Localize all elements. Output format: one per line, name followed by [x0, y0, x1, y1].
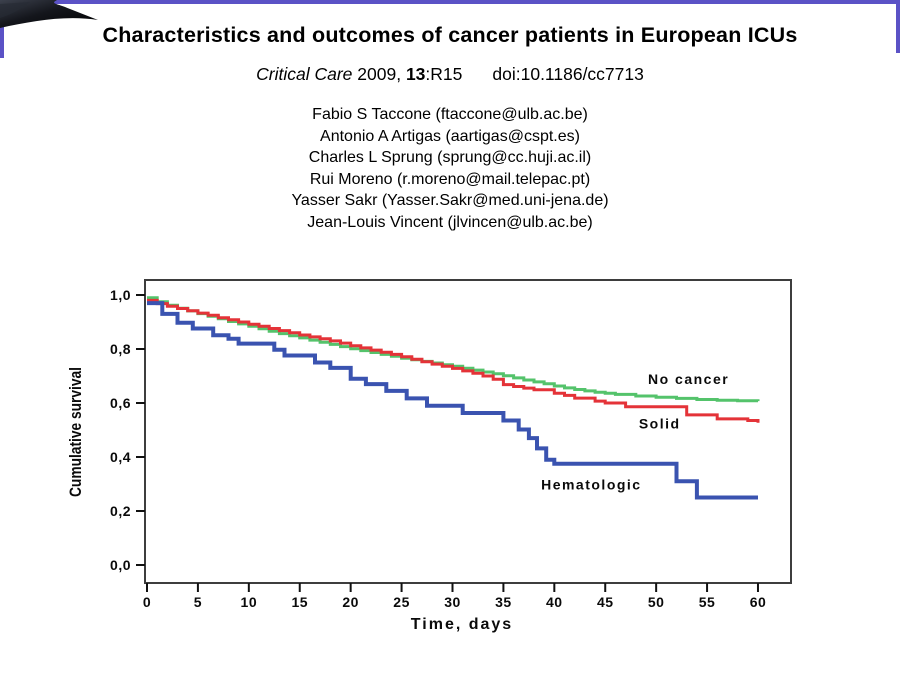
x-tick-label: 15	[291, 594, 309, 610]
author-line: Fabio S Taccone (ftaccone@ulb.ac.be)	[312, 106, 588, 123]
author-line: Antonio A Artigas (aartigas@cspt.es)	[320, 127, 580, 145]
x-tick-label: 45	[596, 594, 614, 610]
x-tick-label: 5	[193, 594, 203, 610]
x-tick-label: 40	[546, 594, 563, 610]
x-tick-label: 20	[342, 594, 359, 610]
author-list	[0, 104, 900, 234]
series-label-solid: Solid	[638, 415, 681, 432]
x-tick-label: 0	[142, 594, 152, 610]
x-tick-label: 50	[647, 594, 665, 610]
series-label-no-cancer: No cancer	[648, 371, 730, 388]
series-label-hematologic: Hematologic	[541, 476, 642, 493]
y-tick-label: 0,2	[110, 503, 131, 519]
y-tick-label: 0,4	[110, 449, 131, 465]
x-tick-label: 35	[495, 594, 512, 610]
x-axis-title: Time, days	[410, 616, 514, 633]
top-border-line	[0, 0, 900, 4]
author-line: Jean-Louis Vincent (jlvincen@ulb.ac.be)	[307, 213, 593, 231]
citation-pages: :R15	[425, 64, 463, 84]
x-tick-label: 60	[749, 594, 767, 610]
author-line: Charles L Sprung (sprung@cc.huji.ac.il)	[308, 149, 592, 167]
x-tick-label: 25	[393, 594, 410, 610]
citation-line	[0, 64, 900, 85]
series-curve-hematologic	[147, 303, 758, 497]
plot-frame	[145, 280, 791, 583]
citation-volume: 13	[405, 64, 426, 84]
citation-doi: doi:10.1186/cc7713	[492, 64, 644, 84]
x-tick-label: 30	[444, 594, 461, 610]
survival-chart	[0, 258, 900, 658]
author-line: Yasser Sakr (Yasser.Sakr@med.uni-jena.de)	[291, 192, 609, 210]
x-tick-label: 10	[240, 594, 258, 610]
author-line: Rui Moreno (r.moreno@mail.telepac.pt)	[309, 170, 591, 188]
y-tick-label: 0,6	[110, 395, 131, 411]
citation-journal: Critical Care	[256, 64, 353, 84]
y-axis-title: Cumulative survival	[67, 341, 85, 497]
y-tick-label: 0,0	[110, 557, 131, 573]
citation-year: 2009,	[352, 64, 406, 84]
page-title: Characteristics and outcomes of cancer patients in European ICUs	[102, 23, 798, 47]
y-tick-label: 1,0	[110, 287, 131, 303]
x-tick-label: 55	[698, 594, 716, 610]
y-tick-label: 0,8	[110, 341, 131, 357]
